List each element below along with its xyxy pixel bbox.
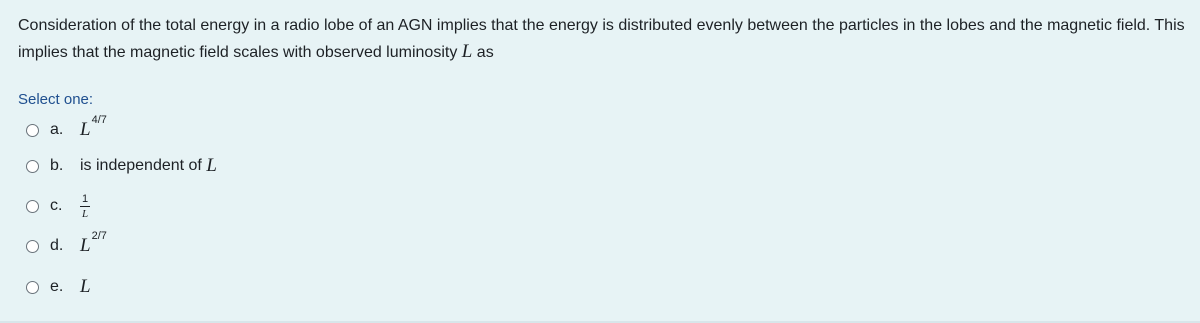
option-d[interactable]: [26, 231, 107, 261]
question-text-after: as: [472, 44, 494, 61]
option-c-letter: c.: [50, 197, 63, 214]
option-d-exponent: 2/7: [91, 230, 107, 242]
option-c-answer[interactable]: [80, 193, 90, 220]
option-a-letter: a.: [50, 121, 64, 138]
option-c-fraction: [80, 193, 90, 220]
option-d-base: L: [80, 235, 91, 256]
option-d-power: [80, 230, 107, 257]
option-c-numerator: 1: [82, 192, 89, 205]
option-a-power: [80, 114, 107, 141]
option-a-radio[interactable]: [26, 124, 39, 137]
option-c-radio[interactable]: [26, 200, 39, 213]
option-e-answer[interactable]: [80, 276, 91, 298]
option-b-symbol: L: [206, 155, 217, 176]
option-b[interactable]: [26, 151, 217, 181]
option-d-answer[interactable]: [80, 230, 107, 257]
option-d-letter: d.: [50, 237, 64, 254]
option-c[interactable]: [26, 191, 90, 221]
option-a-answer[interactable]: [80, 114, 107, 141]
option-e-letter: e.: [50, 278, 64, 295]
question-text: [18, 13, 1188, 66]
option-b-radio[interactable]: [26, 160, 39, 173]
question-luminosity-symbol: L: [461, 41, 473, 62]
option-a-exponent: 4/7: [91, 114, 107, 126]
question-text-before: Consideration of the total energy in a radio lobe of an AGN implies that the energy is distributed evenly between the particles in the lobes and the magnetic field. This implies that the magnetic field scales with observed luminosity: [18, 17, 1185, 61]
select-one-prompt: Select one:: [18, 91, 94, 108]
option-b-text: is independent of: [80, 157, 207, 174]
option-c-denominator: L: [82, 207, 89, 220]
option-e[interactable]: [26, 272, 91, 302]
option-d-radio[interactable]: [26, 240, 39, 253]
option-b-letter: b.: [50, 157, 64, 174]
option-b-answer[interactable]: [80, 155, 217, 177]
option-e-radio[interactable]: [26, 281, 39, 294]
option-e-symbol: L: [80, 276, 91, 297]
option-a-base: L: [80, 119, 91, 140]
option-a[interactable]: [26, 115, 107, 145]
